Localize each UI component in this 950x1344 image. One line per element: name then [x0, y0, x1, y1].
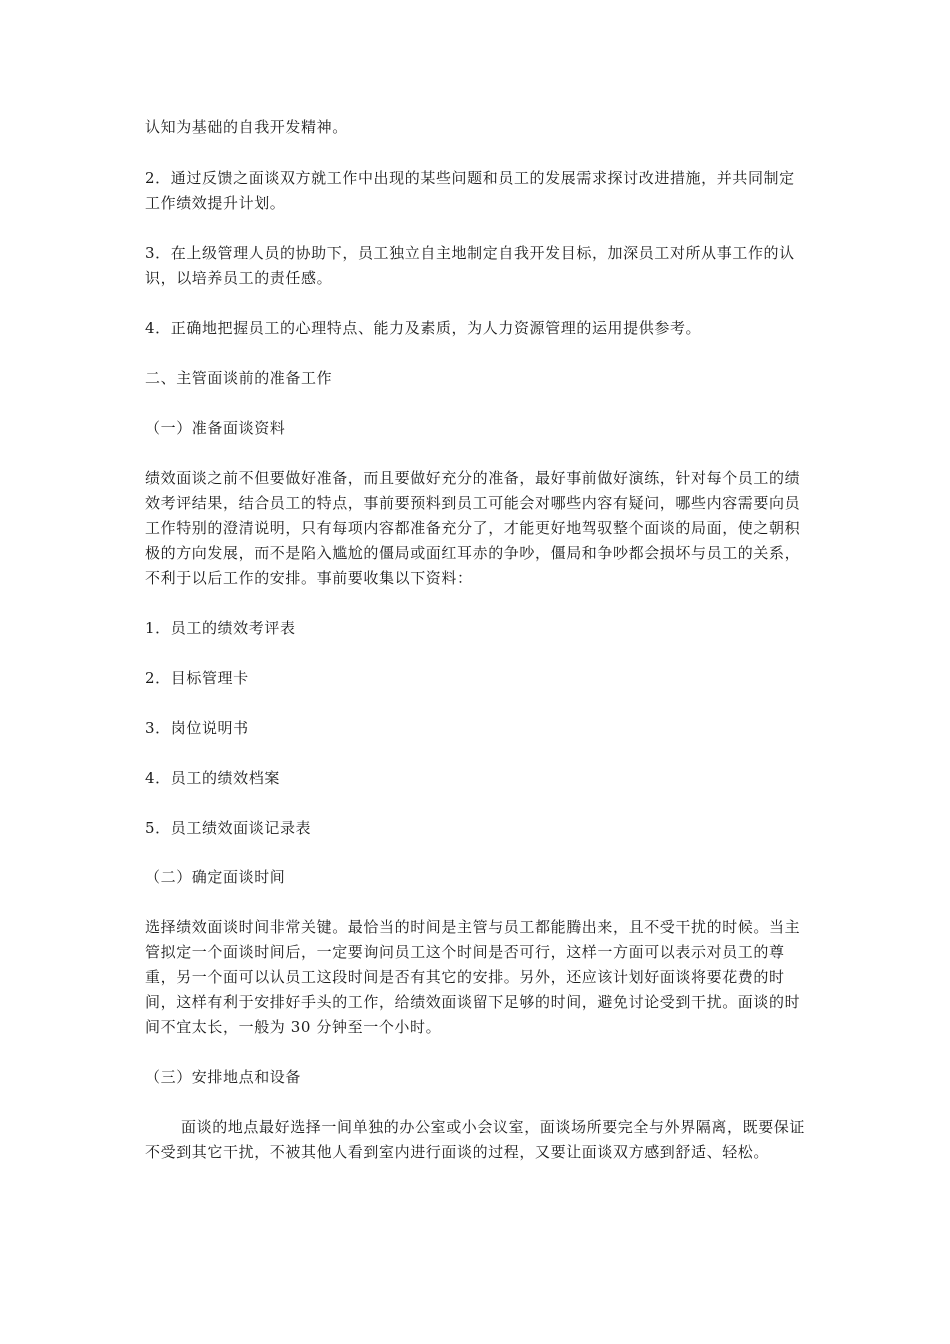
body-paragraph: 选择绩效面谈时间非常关键。最恰当的时间是主管与员工都能腾出来，且不受干扰的时候。当主管拟定一个面谈时间后，一定要询问员工这个时间是否可行，这样一方面可以表示对员工的尊重，另一个面可以认员工这段时间是否有其它的安排。另外，还应该计划好面谈将要花费的时间，这样有利于安排好手头的工作，给绩效面谈留下足够的时间，避免讨论受到干扰。面谈的时间不宜太长，一般为 30 分钟至一个小时。	[145, 918, 801, 1036]
material-item-5: 5．员工绩效面谈记录表	[145, 819, 312, 837]
body-paragraph: 绩效面谈之前不但要做好准备，而且要做好充分的准备，最好事前做好演练，针对每个员工的绩效考评结果，结合员工的特点，事前要预料到员工可能会对哪些内容有疑问，哪些内容需要向员工作特别的澄清说明，只有每项内容都准备充分了，才能更好地驾驭整个面谈的局面，使之朝积极的方向发展，而不是陷入尴尬的僵局或面红耳赤的争吵，僵局和争吵都会损坏与员工的关系，不利于以后工作的安排。事前要收集以下资料：	[145, 469, 801, 587]
list-item-3: 3．在上级管理人员的协助下，员工独立自主地制定自我开发目标，加深员工对所从事工作的认识，以培养员工的责任感。	[145, 244, 795, 287]
list-item-4: 4．正确地把握员工的心理特点、能力及素质，为人力资源管理的运用提供参考。	[145, 319, 702, 337]
subheading-1: （一）准备面谈资料	[145, 419, 286, 437]
section-heading: 二、主管面谈前的准备工作	[145, 369, 333, 387]
paragraph-continuation: 认知为基础的自我开发精神。	[145, 118, 348, 136]
material-item-3: 3．岗位说明书	[145, 719, 249, 737]
list-item-2: 2．通过反馈之面谈双方就工作中出现的某些问题和员工的发展需求探讨改进措施，并共同制定工作绩效提升计划。	[145, 169, 795, 212]
subheading-3: （三）安排地点和设备	[145, 1068, 302, 1086]
body-paragraph: 面谈的地点最好选择一间单独的办公室或小会议室，面谈场所要完全与外界隔离，既要保证不受到其它干扰，不被其他人看到室内进行面谈的过程，又要让面谈双方感到舒适、轻松。	[145, 1118, 806, 1161]
material-item-4: 4．员工的绩效档案	[145, 769, 280, 787]
subheading-2: （二）确定面谈时间	[145, 868, 286, 886]
material-item-2: 2．目标管理卡	[145, 669, 249, 687]
material-item-1: 1．员工的绩效考评表	[145, 619, 296, 637]
